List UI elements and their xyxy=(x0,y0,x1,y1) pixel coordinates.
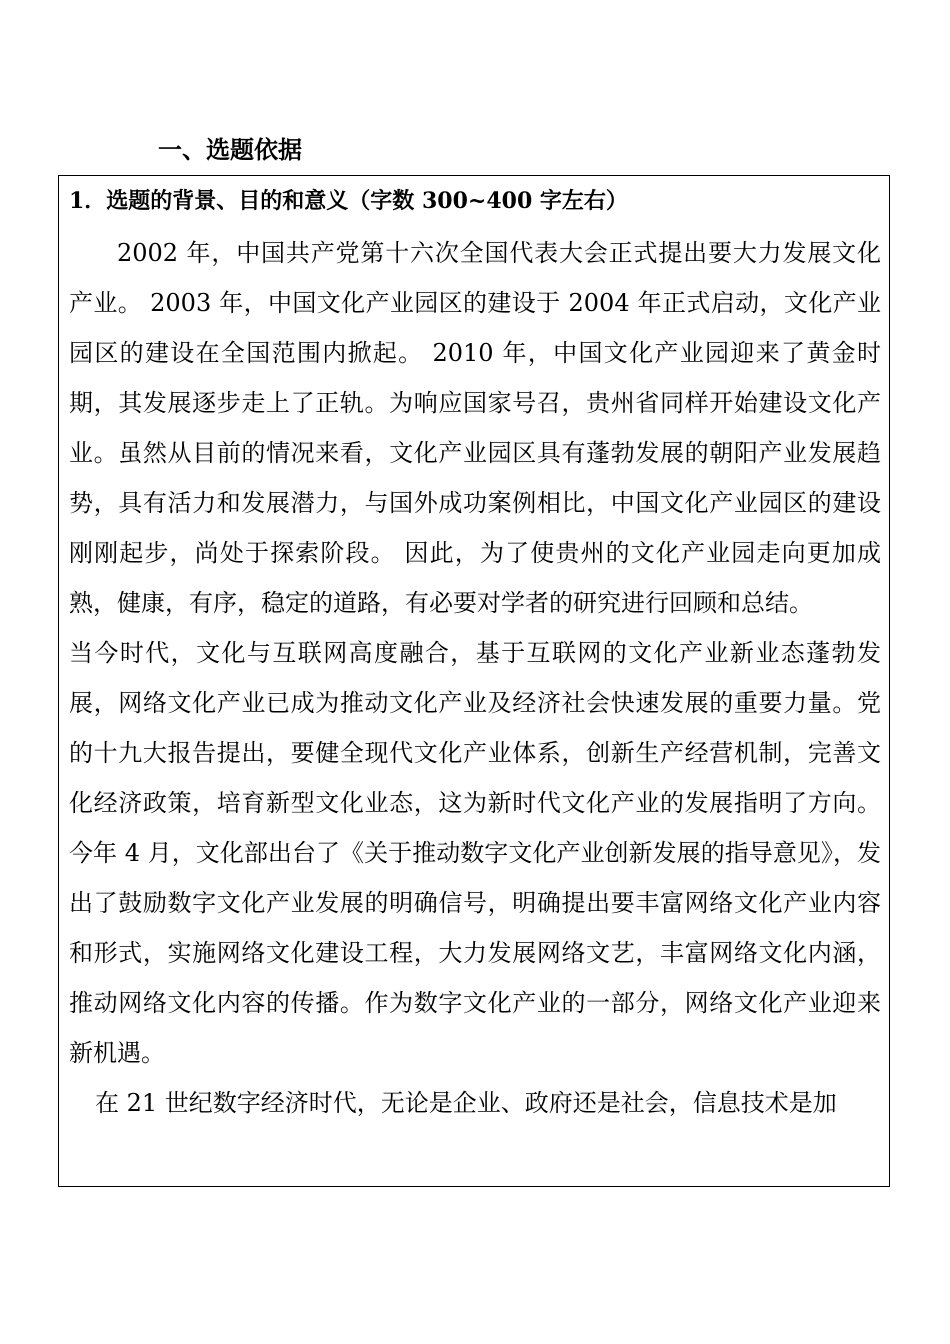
body-text xyxy=(69,228,881,1128)
paragraph: 2002 年，中国共产党第十六次全国代表大会正式提出要大力发展文化产业。 2003 年，中国文化产业园区的建设于 2004 年正式启动，文化产业园区的建设在全国范围内掀起。 2010 年，中国文化产业园迎来了黄金时期，其发展逐步走上了正轨。为响应国家号召，贵州省同样开始建设文化产业。虽然从目前的情况来看，文化产业园区具有蓬勃发展的朝阳产业发展趋势，具有活力和发展潜力，与国外成功案例相比，中国文化产业园区的建设刚刚起步，尚处于探索阶段。 因此，为了使贵州的文化产业园走向更加成熟，健康，有序，稳定的道路，有必要对学者的研究进行回顾和总结。 xyxy=(69,239,881,617)
paragraph: 当今时代，文化与互联网高度融合，基于互联网的文化产业新业态蓬勃发展，网络文化产业已成为推动文化产业及经济社会快速发展的重要力量。党的十九大报告提出，要健全现代文化产业体系，创新生产经营机制，完善文化经济政策，培育新型文化业态，这为新时代文化产业的发展指明了方向。今年 4 月，文化部出台了《关于推动数字文化产业创新发展的指导意见》，发出了鼓励数字文化产业发展的明确信号，明确提出要丰富网络文化产业内容和形式，实施网络文化建设工程，大力发展网络文艺，丰富网络文化内涵，推动网络文化内容的传播。作为数字文化产业的一部分，网络文化产业迎来新机遇。 xyxy=(69,639,881,1067)
subsection-heading: 1．选题的背景、目的和意义（字数 300~400 字左右） xyxy=(69,188,628,214)
content-box xyxy=(58,175,890,1187)
paragraph: 在 21 世纪数字经济时代，无论是企业、政府还是社会，信息技术是加 xyxy=(95,1089,837,1117)
section-title: 一、选题依据 xyxy=(158,135,302,164)
